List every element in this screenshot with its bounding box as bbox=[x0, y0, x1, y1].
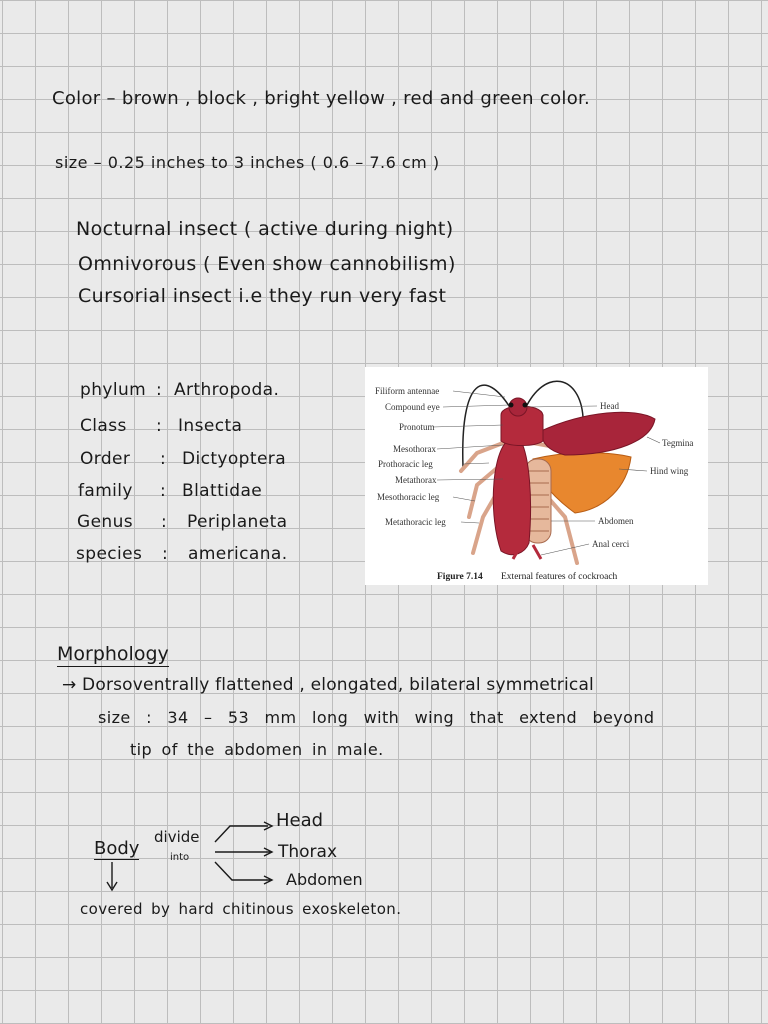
color-note: Color – brown , block , bright yellow , red and green color. bbox=[52, 88, 591, 109]
classification-sep: : bbox=[160, 481, 167, 501]
classification-value: Periplaneta bbox=[187, 512, 288, 532]
classification-key: phylum bbox=[80, 380, 147, 400]
cockroach-figure bbox=[365, 367, 708, 585]
classification-sep: : bbox=[156, 416, 163, 436]
label-anal-cerci: Anal cerci bbox=[592, 539, 630, 549]
label-metathoracic-leg: Metathoracic leg bbox=[385, 517, 446, 527]
classification-value: americana. bbox=[188, 544, 288, 564]
classification-sep: : bbox=[162, 544, 169, 564]
cockroach-diagram bbox=[365, 367, 708, 585]
morphology-heading: Morphology bbox=[57, 643, 169, 665]
compound-eye bbox=[509, 403, 514, 408]
classification-sep: : bbox=[160, 449, 167, 469]
label-compound-eye: Compound eye bbox=[385, 402, 440, 412]
figure-caption-number: Figure 7.14 bbox=[437, 572, 483, 582]
divide-word: divide bbox=[154, 828, 200, 846]
label-mesothoracic-leg: Mesothoracic leg bbox=[377, 492, 440, 502]
classification-value: Insecta bbox=[178, 416, 243, 436]
label-filiform-antennae: Filiform antennae bbox=[375, 386, 440, 396]
part-thorax: Thorax bbox=[278, 842, 338, 862]
division-arrows bbox=[100, 812, 285, 894]
label-hind-wing: Hind wing bbox=[650, 466, 689, 476]
label-tegmina: Tegmina bbox=[662, 438, 694, 448]
into-word: into bbox=[170, 852, 190, 863]
size-note: size – 0.25 inches to 3 inches ( 0.6 – 7.6 cm ) bbox=[55, 153, 440, 172]
morphology-line-2: size : 34 – 53 mm long with wing that extend beyond bbox=[98, 708, 655, 727]
body-word: Body bbox=[94, 838, 140, 859]
label-metathorax: Metathorax bbox=[395, 475, 437, 485]
trait-cursorial: Cursorial insect i.e they run very fast bbox=[78, 285, 447, 307]
classification-key: Genus bbox=[77, 512, 134, 532]
classification-value: Blattidae bbox=[182, 481, 263, 501]
classification-value: Dictyoptera bbox=[182, 449, 287, 469]
exoskeleton-note: covered by hard chitinous exoskeleton. bbox=[80, 900, 402, 918]
tegmina bbox=[541, 412, 655, 455]
morphology-line-3: tip of the abdomen in male. bbox=[130, 740, 384, 759]
figure-caption-text: External features of cockroach bbox=[501, 572, 618, 582]
label-head: Head bbox=[600, 401, 619, 411]
classification-sep: : bbox=[156, 380, 163, 400]
classification-value: Arthropoda. bbox=[174, 380, 280, 400]
trait-omnivorous: Omnivorous ( Even show cannobilism) bbox=[78, 253, 456, 275]
part-abdomen: Abdomen bbox=[286, 870, 363, 889]
classification-key: Class bbox=[80, 416, 127, 436]
morphology-line-1: → Dorsoventrally flattened , elongated, bilateral symmetrical bbox=[62, 675, 594, 695]
classification-sep: : bbox=[161, 512, 168, 532]
label-pronotum: Pronotum bbox=[399, 422, 435, 432]
classification-key: Order bbox=[80, 449, 131, 469]
classification-key: family bbox=[78, 481, 133, 501]
label-prothoracic-leg: Prothoracic leg bbox=[378, 459, 433, 469]
left-tegmen bbox=[493, 441, 530, 555]
trait-nocturnal: Nocturnal insect ( active during night) bbox=[76, 218, 454, 240]
label-abdomen: Abdomen bbox=[598, 516, 634, 526]
label-mesothorax: Mesothorax bbox=[393, 444, 436, 454]
part-head: Head bbox=[276, 810, 324, 831]
classification-key: species bbox=[76, 544, 143, 564]
